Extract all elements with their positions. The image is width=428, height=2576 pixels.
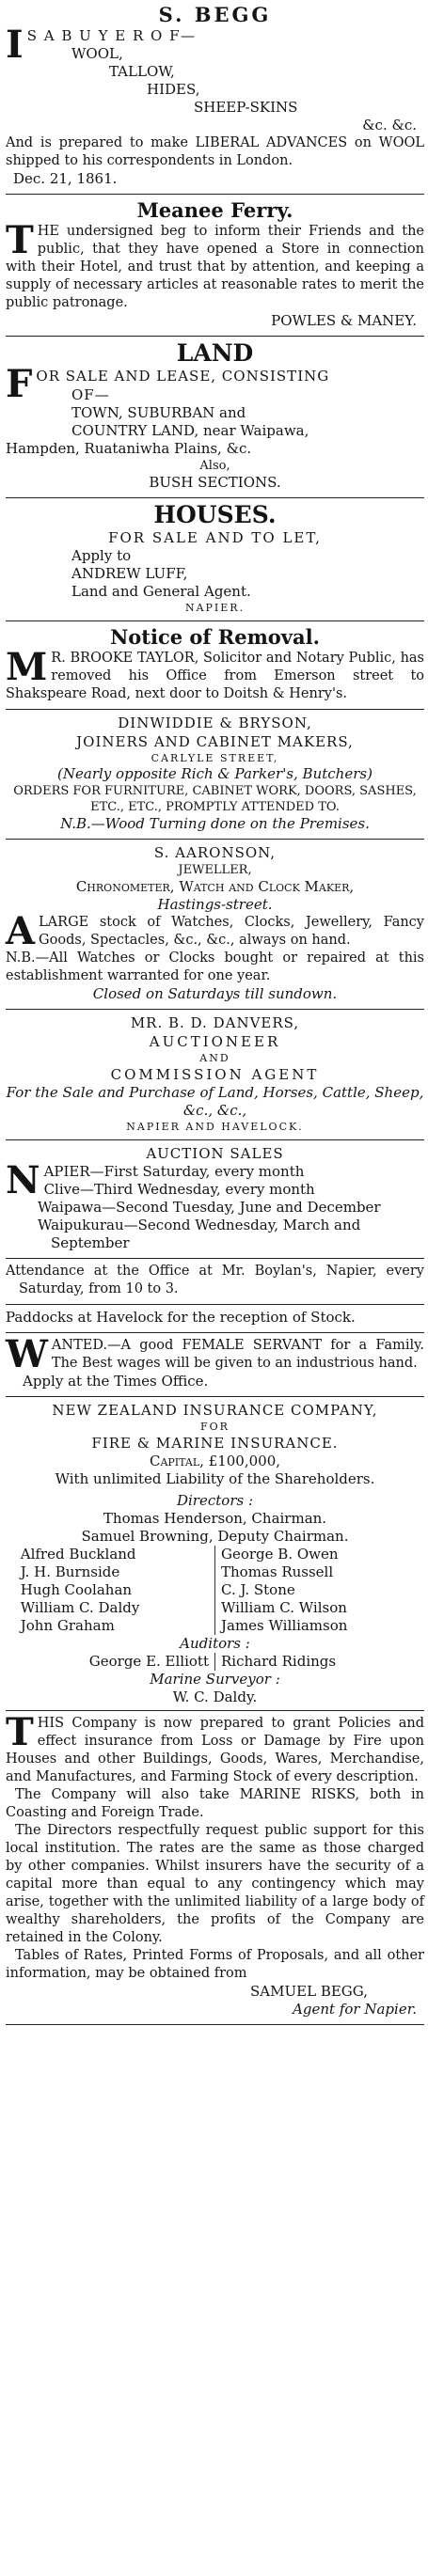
sales-paddocks: Paddocks at Havelock for the reception of Stock. [6,1309,356,1326]
insurance-surveyor: W. C. Daldy. [172,1689,258,1705]
aaronson-name: S. AARONSON, [153,844,277,861]
aaronson-trade: JEWELLER, [178,863,252,877]
danvers-role2: COMMISSION AGENT [110,1066,320,1083]
land-line4: COUNTRY LAND, near Waipawa, [71,422,309,439]
insurance-drop-cap: T [6,1710,34,1754]
begg-advert [6,0,424,193]
insurance-agent-role: Agent for Napier. [293,2001,417,2018]
director-name: George B. Owen [221,1546,339,1563]
auditor-left: George E. Elliott [15,1653,215,1671]
aaronson-nb: N.B.—All Watches or Clocks bought or repaired at this establishment warranted for one year. [6,950,424,983]
wanted-advert [6,1334,424,1395]
removal-body-wrap [6,645,424,703]
removal-advert [6,622,424,708]
director-name: William C. Wilson [221,1599,347,1616]
begg-good-hides: HIDES, [147,81,200,98]
insurance-liability: With unlimited Liability of the Shareholders. [55,1470,375,1487]
divider [6,194,424,195]
insurance-p1-wrap [6,1710,424,1786]
ferry-title: Meanee Ferry. [136,198,293,222]
auditor-right: Richard Ridings [221,1653,337,1670]
begg-good-tallow: TALLOW, [109,63,175,80]
sales-waipawa: Waipawa—Second Tuesday, June and December [38,1199,381,1216]
auditors-table [6,1653,424,1671]
divider [6,1396,424,1397]
aaronson-body: LARGE stock of Watches, Clocks, Jewellery, Fancy Goods, Spectacles, &c., &c., always on hand. [39,915,424,948]
danvers-desc: For the Sale and Purchase of Land, Horses, Cattle, Sheep, &c., &c., [6,1084,424,1119]
begg-drop-cap: I [6,23,24,67]
dinwiddie-opposite: (Nearly opposite Rich & Parker's, Butchers) [57,765,373,782]
sales-waipukurau: Waipukurau—Second Wednesday, March and September [38,1217,361,1251]
sales-attendance: Attendance at the Office at Mr. Boylan's, Napier, every Saturday, from 10 to 3. [6,1264,424,1296]
danvers-place: NAPIER AND HAVELOCK. [126,1121,304,1133]
ferry-sign: POWLES & MANEY. [271,312,417,329]
divider [6,1139,424,1140]
divider [6,1258,424,1259]
houses-advert [6,499,424,620]
ferry-body-wrap [6,218,424,312]
directors-left-col [15,1546,215,1635]
sales-title: AUCTION SALES [146,1145,284,1162]
aaronson-trade2: Chronometer, Watch and Clock Maker, [75,878,355,895]
insurance-deputy: Samuel Browning, Deputy Chairman. [81,1528,349,1545]
divider [6,1009,424,1010]
land-line5: Hampden, Ruataniwha Plains, &c. [6,440,252,457]
dinwiddie-trade: JOINERS AND CABINET MAKERS, [76,733,354,750]
sales-paddocks-wrap [6,1306,424,1331]
directors-right-col [215,1546,415,1635]
begg-good-wool: WOOL, [71,45,123,62]
land-advert [6,338,424,496]
dinwiddie-orders: ORDERS FOR FURNITURE, CABINET WORK, DOORS, SASHES, ETC., ETC., PROMPTLY ATTENDED TO. [13,784,417,814]
ferry-drop-cap: T [6,218,34,262]
begg-good-sheepskins: SHEEP-SKINS [194,99,298,116]
divider [6,839,424,840]
insurance-advert [6,1398,424,2023]
insurance-p3: The Directors respectfully request public support for this local institution. The rates are the same as those charged by other companies. Whilst insurers have the security of a capital more than equal to any contingency which may arise, together with the unlimited liability of a large body of wealthy shareholders, the profits of the Company are retained in the Colony. [6,1823,424,1945]
houses-sub: FOR SALE AND TO LET, [108,529,322,546]
begg-etc: &c. &c. [362,117,417,134]
danvers-role: AUCTIONEER [149,1033,281,1050]
danvers-name: MR. B. D. DANVERS, [130,1014,300,1031]
sales-drop-cap: N [6,1158,40,1202]
sales-napier: APIER—First Saturday, every month [43,1163,305,1180]
dinwiddie-nb: N.B.—Wood Turning done on the Premises. [60,815,370,832]
insurance-for: FOR [200,1421,230,1433]
removal-drop-cap: M [6,645,48,689]
insurance-p1: HIS Company is now prepared to grant Policies and effect insurance from Loss or Damage by Fire upon Houses and other Buildings, Goods, Wares, Merchandise, and Manufactures, and Farming Stock of every description. [6,1716,424,1784]
insurance-directors-title: Directors : [176,1492,254,1509]
sales-attendance-wrap [6,1260,424,1303]
divider [6,336,424,337]
insurance-p4: Tables of Rates, Printed Forms of Proposals, and all other information, may be obtained from [6,1948,424,1981]
insurance-agent: SAMUEL BEGG, [250,1983,368,2000]
insurance-name: NEW ZEALAND INSURANCE COMPANY, [52,1402,378,1419]
divider [6,709,424,710]
director-name: William C. Daldy [20,1599,140,1616]
houses-name: ANDREW LUFF, [71,565,188,582]
wanted-apply: Apply at the Times Office. [23,1373,209,1390]
houses-role: Land and General Agent. [71,583,251,600]
land-line3: TOWN, SUBURBAN and [71,404,246,421]
dinwiddie-advert [6,711,424,838]
houses-place: NAPIER. [184,602,246,614]
insurance-p2: The Company will also take MARINE RISKS, both in Coasting and Foreign Trade. [6,1787,424,1820]
insurance-auditors-title: Auditors : [180,1635,250,1652]
wanted-body: ANTED.—A good FEMALE SERVANT for a Family. The Best wages will be given to an industrious hand. [51,1338,424,1371]
divider [6,620,424,621]
land-also: Also, [199,459,230,473]
aaronson-street: Hastings-street. [157,896,273,913]
houses-title: HOUSES. [153,501,277,528]
sales-clive: Clive—Third Wednesday, every month [43,1181,315,1198]
aaronson-drop-cap: A [6,909,36,953]
houses-apply: Apply to [71,547,132,564]
director-name: Thomas Russell [221,1563,334,1580]
sales-list [6,1158,424,1252]
insurance-chairman: Thomas Henderson, Chairman. [103,1510,327,1527]
insurance-type: FIRE & MARINE INSURANCE. [91,1435,339,1452]
director-name: Alfred Buckland [20,1546,136,1563]
insurance-capital: Capital, £100,000, [149,1453,281,1469]
insurance-surveyor-title: Marine Surveyor : [150,1671,280,1688]
land-bush: BUSH SECTIONS. [149,474,281,491]
divider [6,1710,424,1711]
danvers-advert [6,1011,424,1139]
ferry-advert [6,196,424,335]
land-line1: OR SALE AND LEASE, CONSISTING [36,368,330,385]
director-name: C. J. Stone [221,1581,295,1598]
begg-body: And is prepared to make LIBERAL ADVANCES on WOOL shipped to his correspondents in London. [6,135,424,168]
aaronson-closed: Closed on Saturdays till sundown. [92,985,338,1002]
land-drop-cap: F [6,362,33,406]
divider [6,2024,424,2025]
wanted-drop-cap: W [6,1332,48,1376]
removal-body: R. BROOKE TAYLOR, Solicitor and Notary Public, has removed his Office from Emerson street to Shakspeare Road, next door to Doitsh & Henry's. [6,651,424,701]
wanted-body-wrap [6,1332,424,1376]
divider [6,1304,424,1305]
director-name: James Williamson [221,1617,348,1634]
directors-table [6,1546,424,1635]
divider [6,1332,424,1333]
director-name: Hugh Coolahan [20,1581,133,1598]
begg-title: S. BEGG [158,3,272,26]
aaronson-advert [6,840,424,1008]
director-name: J. H. Burnside [20,1563,120,1580]
begg-date: Dec. 21, 1861. [13,170,118,187]
dinwiddie-name: DINWIDDIE & BRYSON, [118,715,312,731]
divider [6,497,424,498]
ferry-body: HE undersigned beg to inform their Friends and the public, that they have opened a Store in connection with their Hotel, and trust that by attention, and keeping a supply of necessary articles at reasonable rates to merit the public patronage. [6,224,424,310]
land-line2: OF— [71,386,110,403]
begg-line1: S A B U Y E R O F— [26,27,197,44]
removal-title: Notice of Removal. [110,625,320,649]
danvers-and: AND [199,1052,230,1064]
sales-advert [6,1141,424,1257]
dinwiddie-street: CARLYLE STREET, [151,752,279,764]
aaronson-body-wrap [6,909,424,953]
land-title: LAND [176,339,254,367]
director-name: John Graham [20,1617,115,1634]
